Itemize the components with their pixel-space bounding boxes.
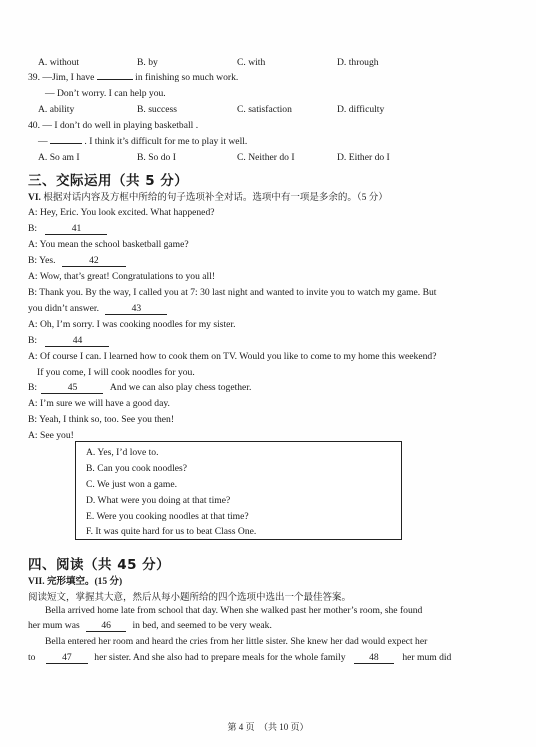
dialog-line-8: A: Oh, I’m sorry. I was cooking noodles for my sister. — [28, 319, 236, 330]
dialog-line-5: A: Wow, that’s great! Congratulations to you all! — [28, 271, 216, 282]
dialog-line-2: B: 41 — [28, 223, 107, 235]
q38-option-c: C. with — [237, 57, 266, 68]
q39-reply: — Don’t worry. I can help you. — [45, 88, 166, 99]
dialog-line-6: B: Thank you. By the way, I called you at 7: 30 last night and wanted to invite you to watch my game. But — [28, 287, 437, 298]
q40-line1: 40. — I don’t do well in playing basketball . — [28, 120, 199, 131]
q38-option-b: B. by — [137, 57, 158, 68]
q39-option-a: A. ability — [38, 104, 75, 115]
q39-question: 39. —Jim, I have in finishing so much work. — [28, 72, 239, 83]
q40-option-d: D. Either do I — [337, 152, 390, 163]
blank-41: 41 — [45, 223, 107, 235]
blank-46: 46 — [86, 620, 126, 632]
box-option-c: C. We just won a game. — [86, 479, 177, 490]
dialog-line-12: B: 45 And we can also play chess together. — [28, 382, 252, 393]
passage-p2-line2: to 47 her sister. And she also had to prepare meals for the whole family 48 her mum did — [28, 652, 452, 663]
q39-option-d: D. difficulty — [337, 104, 385, 115]
q38-option-a: A. without — [38, 57, 80, 68]
blank-42: 42 — [62, 255, 126, 267]
box-option-b: B. Can you cook noodles? — [86, 463, 187, 474]
dialog-line-15: A: See you! — [28, 430, 74, 441]
q40-option-c: C. Neither do I — [237, 152, 295, 163]
dialog-line-7: you didn’t answer. 43 — [28, 303, 167, 315]
section4-title: 四、阅读（共 45 分） — [28, 557, 171, 573]
q40-response: — . I think it’s difficult for me to play it well. — [38, 136, 248, 147]
options-box — [75, 441, 402, 540]
passage-p1-line1: Bella arrived home late from school that day. When she walked past her mother’s room, she found — [45, 605, 423, 616]
dialog-line-1: A: Hey, Eric. You look excited. What happened? — [28, 207, 215, 218]
q39-option-b: B. success — [137, 104, 177, 115]
section4-subtitle: VII. 完形填空。(15 分) — [28, 577, 123, 587]
section4-instruction: 阅读短文，掌握其大意，然后从每小题所给的四个选项中选出一个最佳答案。 — [28, 593, 352, 603]
q40-option-b: B. So do I — [137, 152, 176, 163]
box-option-e: E. Were you cooking noodles at that time? — [86, 511, 249, 522]
blank-44: 44 — [45, 335, 109, 347]
dialog-line-9: B: 44 — [28, 335, 109, 347]
page-footer: 第 4 页 （共 10 页） — [227, 722, 309, 732]
dialog-line-10: A: Of course I can. I learned how to cook them on TV. Would you like to come to my home this weekend? — [28, 351, 437, 362]
box-option-f: F. It was quite hard for us to beat Class One. — [86, 526, 257, 537]
blank-48: 48 — [354, 652, 394, 664]
dialog-line-13: A: I’m sure we will have a good day. — [28, 398, 170, 409]
dialog-line-14: B: Yeah, I think so, too. See you then! — [28, 414, 175, 425]
blank-43: 43 — [105, 303, 167, 315]
q39-option-c: C. satisfaction — [237, 104, 292, 115]
q40-blank — [50, 143, 82, 144]
box-option-a: A. Yes, I’d love to. — [86, 447, 159, 458]
q40-option-a: A. So am I — [38, 152, 80, 163]
dialog-line-3: A: You mean the school basketball game? — [28, 239, 189, 250]
section3-instruction: VI. 根据对话内容及方框中所给的句子选项补全对话。选项中有一项是多余的。（5 分） — [28, 193, 388, 203]
blank-47: 47 — [46, 652, 88, 664]
q39-blank — [97, 79, 133, 80]
box-option-d: D. What were you doing at that time? — [86, 495, 231, 506]
section3-title: 三、交际运用（共 5 分） — [28, 173, 189, 189]
passage-p1-line2: her mum was 46 in bed, and seemed to be very weak. — [28, 620, 272, 631]
passage-p2-line1: Bella entered her room and heard the cries from her little sister. She knew her dad would expect her — [45, 636, 428, 647]
blank-45: 45 — [41, 382, 103, 394]
dialog-line-4: B: Yes. 42 — [28, 255, 126, 267]
dialog-line-11: If you come, I will cook noodles for you. — [37, 367, 195, 378]
q38-option-d: D. through — [337, 57, 379, 68]
